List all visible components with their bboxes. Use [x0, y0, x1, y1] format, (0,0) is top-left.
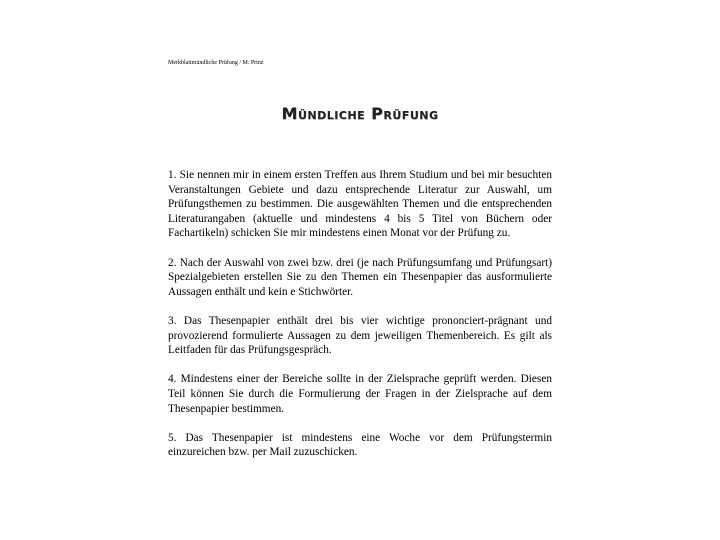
document-body: [168, 168, 552, 474]
page-title: Mündliche Prüfung: [281, 104, 439, 123]
running-head: Merkblattmündliche Prüfung / M. Prinz: [168, 60, 264, 66]
paragraph-4: 4. Mindestens einer der Bereiche sollte in der Zielsprache geprüft werden. Diesen Teil können Sie durch die Formulierung der Fragen in der Zielsprache auf dem Thesenpapier bestimmen.: [168, 373, 552, 415]
paragraph-3: 3. Das Thesenpapier enthält drei bis vier wichtige prononciert-prägnant und provozierend formulierte Aussagen zu dem jeweiligen Themenbereich. Es gilt als Leitfaden für das Prüfungsgespräch.: [168, 314, 552, 357]
paragraph-2: 2. Nach der Auswahl von zwei bzw. drei (je nach Prüfungsumfang und Prüfungsart) Spezialgebieten erstellen Sie zu den Themen ein Thesenpapier das ausformulierte Aussagen enthält und kein e Stichwörter.: [168, 256, 552, 298]
paragraph-1: 1. Sie nennen mir in einem ersten Treffen aus Ihrem Studium und bei mir besuchten Veranstaltungen Gebiete und dazu entsprechende Literatur zur Auswahl, um Prüfungsthemen zu bestimmen. Die ausgewählten Themen und die entsprechenden Literaturangaben (aktuelle und mindestens 4 bis 5 Titel von Büchern oder Fachartikeln) schicken Sie mir mindestens einen Monat vor der Prüfung zu.: [168, 169, 552, 240]
paragraph-5: 5. Das Thesenpapier ist mindestens eine Woche vor dem Prüfungstermin einzureichen bzw. per Mail zuzuschicken.: [168, 431, 552, 459]
